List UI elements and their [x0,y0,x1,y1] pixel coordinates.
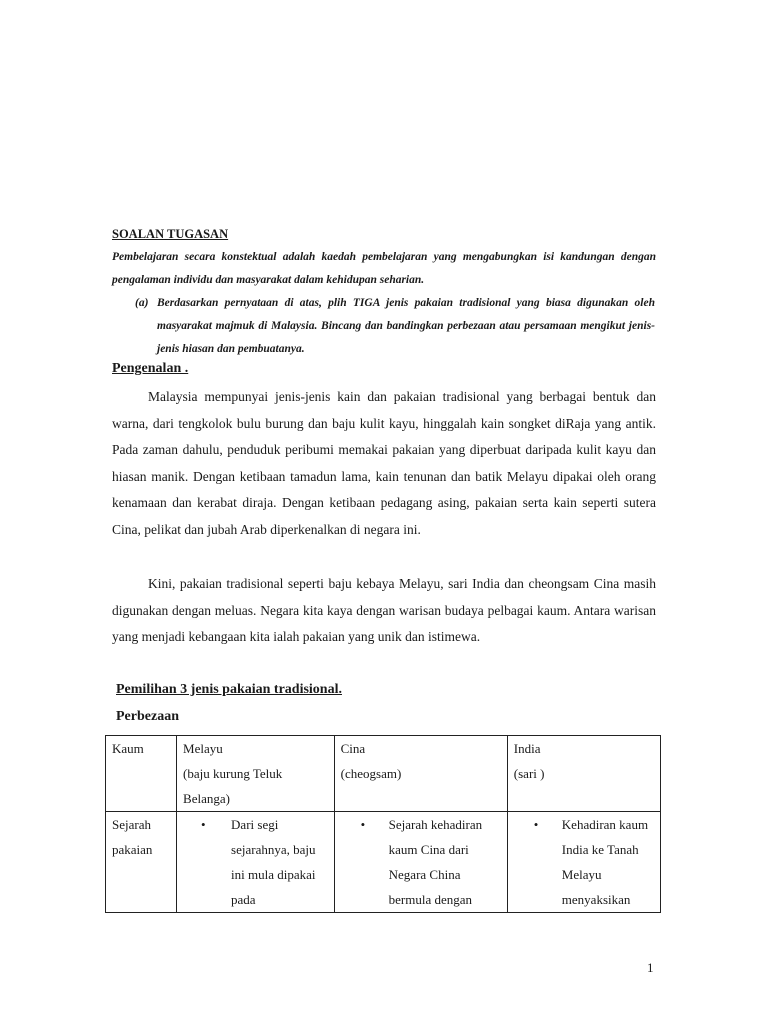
question-item-text: Berdasarkan pernyataan di atas, plih TIGA jenis pakaian tradisional yang biasa digunakan oleh masyarakat majmuk di Malaysia. Bincang dan bandingkan perbezaan atau persamaan mengikut jenis-jenis hiasan dan pembuatanya. [157,297,655,355]
pengenalan-paragraph-2: Kini, pakaian tradisional seperti baju kebaya Melayu, sari India dan cheongsam Cina masih digunakan dengan meluas. Negara kita kaya dengan warisan budaya pelbagai kaum. Antara warisan yang menjadi kebangaan kita ialah pakaian yang unik dan istimewa. [112,576,656,644]
question-item-label: (a) [135,297,149,309]
header-melayu [177,736,335,812]
perbezaan-table [105,735,661,913]
pemilihan-heading: Pemilihan 3 jenis pakaian tradisional. [116,682,342,697]
pengenalan-heading: Pengenalan . [112,361,189,376]
india-cell [507,812,660,913]
question-item-a [135,292,655,361]
table-header-row [106,736,661,812]
melayu-text: Dari segi sejarahnya, baju ini mula dipakai pada [231,817,316,907]
header-melayu-label: Melayu [183,741,223,756]
perbezaan-subheading: Perbezaan [116,709,179,724]
header-melayu-sub: (baju kurung Teluk Belanga) [183,766,283,806]
cina-text: Sejarah kehadiran kaum Cina dari Negara China bermula dengan [388,817,483,907]
header-cina-label: Cina [340,741,366,756]
page-number: 1 [647,960,654,975]
header-india-sub: (sari ) [513,766,545,781]
cina-cell [334,812,507,913]
question-title: SOALAN TUGASAN [112,227,229,241]
header-kaum [106,736,177,812]
bullet-icon: • [533,817,539,832]
question-intro: Pembelajaran secara konstektual adalah kaedah pembelajaran yang mengabungkan isi kandungan dengan pengalaman individu dan masyarakat dalam kehidupan seharian. [112,251,656,286]
pengenalan-paragraph-1: Malaysia mempunyai jenis-jenis kain dan pakaian tradisional yang berbagai bentuk dan warna, dari tengkolok bulu burung dan baju kulit kayu, hinggalah kain songket diRaja yang antik. Pada zaman dahulu, penduduk peribumi memakai pakaian yang diperbuat daripada kulit kayu dan hiasan manik. Dengan ketibaan tamadun lama, kain tenunan dan batik Melayu dipakai oleh orang kenamaan dan kerabat diraja. Dengan ketibaan pedagang asing, pakaian serta kain seperti sutera Cina, pelikat dan jubah Arab diperkenalkan di negara ini. [112,389,656,537]
bullet-icon: • [201,817,206,832]
header-india [507,736,660,812]
india-text: Kehadiran kaum India ke Tanah Melayu menyaksikan [561,817,649,907]
row-label: Sejarah pakaian [112,817,153,857]
bullet-icon: • [360,817,366,832]
table-row [106,812,661,913]
row-label-cell [106,812,177,913]
header-cina-sub: (cheogsam) [340,766,402,781]
header-kaum-label: Kaum [112,741,144,756]
header-india-label: India [513,741,541,756]
header-cina [334,736,507,812]
melayu-cell [177,812,335,913]
